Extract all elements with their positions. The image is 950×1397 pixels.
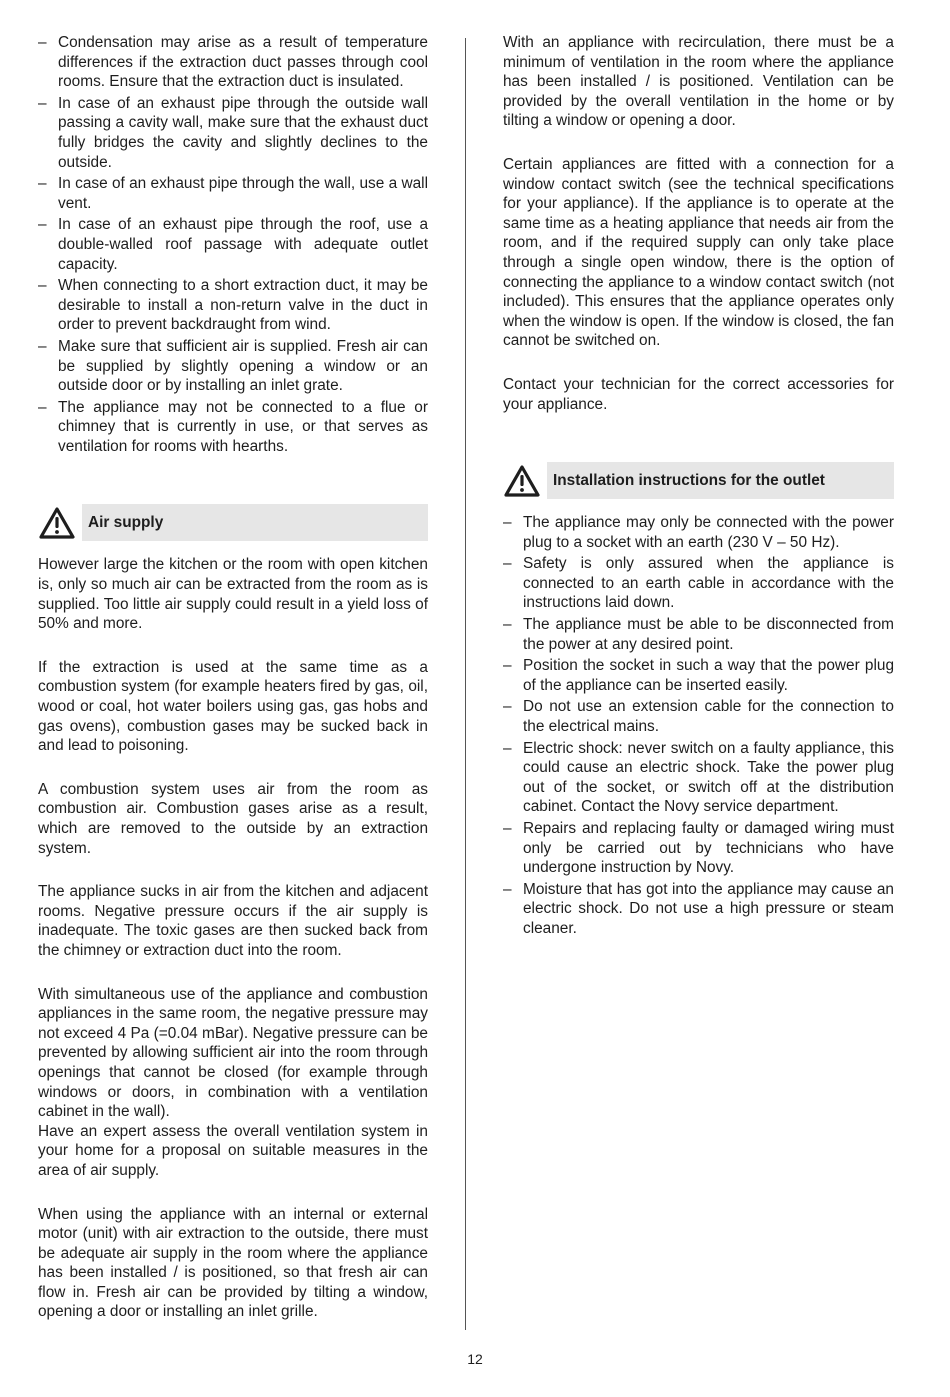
paragraph: A combustion system uses air from the room as combustion air. Combustion gases arise as a result, which are removed to the outside by an extraction system. [38,780,428,857]
list-item: – Electric shock: never switch on a faulty appliance, this could cause an electric shock. Take the power plug out of the socket, or switch off at the distribution cabinet. Contact the Novy service department. [503,739,894,817]
outlet-heading: Installation instructions for the outlet [547,462,894,499]
paragraph: However large the kitchen or the room with open kitchen is, only so much air can be extracted from the room as is supplied. Too little air supply could result in a yield loss of 50% and more. [38,556,428,633]
paragraph: With an appliance with recirculation, there must be a minimum of ventilation in the room where the appliance has been installed / is positioned. Ventilation can be provided by the overall ventilation in the home or by tilting a window or opening a door. [503,34,894,130]
list-item: – When connecting to a short extraction duct, it may be desirable to install a non-return valve in the duct in order to prevent backdraught from wind. [38,276,428,335]
list-item: – In case of an exhaust pipe through the roof, use a double-walled roof passage with adequate outlet capacity. [38,215,428,274]
paragraph: Contact your technician for the correct accessories for your appliance. [503,375,894,413]
list-item: – Moisture that has got into the appliance may cause an electric shock. Do not use a high pressure or steam cleaner. [503,880,894,939]
air-supply-heading: Air supply [82,504,428,541]
paragraph: With simultaneous use of the appliance and combustion appliances in the same room, the negative pressure may not exceed 4 Pa (=0.04 mBar). Negative pressure can be prevented by allowing sufficient air into the room through openings that cannot be closed (for example through windows or doors, in combination with a ventilation cabinet in the wall). [38,985,428,1121]
list-item: – Safety is only assured when the appliance is connected to an earth cable in accordance with the instructions laid down. [503,554,894,613]
column-divider [465,38,466,1330]
paragraph: If the extraction is used at the same time as a combustion system (for example heaters fired by gas, oil, wood or coal, hot water boilers using gas, gas hobs and gas ovens), combustion gases may be sucked back in and lead to poisoning. [38,658,428,755]
paragraph: Have an expert assess the overall ventilation system in your home for a proposal on suitable measures in the area of air supply. [38,1122,428,1179]
paragraph: When using the appliance with an internal or external motor (unit) with air extraction to the outside, there must be adequate air supply in the room where the appliance has been installed / is positioned, so that fresh air can flow in. Fresh air can be provided by tilting a window, opening a door or installing an inlet grille. [38,1205,428,1321]
warning-triangle-icon [503,464,541,498]
list-item: – The appliance must be able to be disconnected from the power at any desired point. [503,615,894,654]
list-item: – Condensation may arise as a result of temperature differences if the extraction duct passes through cool rooms. Ensure that the extraction duct is insulated. [38,33,428,92]
page-number: 12 [467,1351,483,1367]
paragraph: Certain appliances are fitted with a connection for a window contact switch (see the technical specifications for your appliance). If the appliance is to operate at the same time as a heating appliance that needs air from the room, and if the required supply can only take place through a single open window, there is the option of connecting the appliance to a window contact switch (not included). This ensures that the appliance operates only when the window is open. If the window is closed, the fan cannot be switched on. [503,155,894,350]
outlet-section-heading [503,462,894,499]
list-item: – The appliance may not be connected to a flue or chimney that is currently in use, or that serves as ventilation for rooms with hearths. [38,398,428,457]
list-item: – In case of an exhaust pipe through the wall, use a wall vent. [38,174,428,213]
outlet-instructions-list [503,513,894,938]
air-supply-section-heading [38,504,428,541]
list-item: – Do not use an extension cable for the connection to the electrical mains. [503,697,894,736]
warning-triangle-icon [38,506,76,540]
list-item: – Position the socket in such a way that the power plug of the appliance can be inserted easily. [503,656,894,695]
list-item: – The appliance may only be connected with the power plug to a socket with an earth (230 V – 50 Hz). [503,513,894,552]
left-column [38,33,428,1322]
right-column [503,33,894,941]
list-item: – Make sure that sufficient air is supplied. Fresh air can be supplied by slightly opening a window or an outside door or by installing an inlet grate. [38,337,428,396]
paragraph: The appliance sucks in air from the kitchen and adjacent rooms. Negative pressure occurs if the air supply is inadequate. The toxic gases are then sucked back from the chimney or extraction duct into the room. [38,883,428,959]
duct-advice-list [38,33,428,456]
list-item: – In case of an exhaust pipe through the outside wall passing a cavity wall, make sure that the exhaust duct fully bridges the cavity and slightly declines to the outside. [38,94,428,172]
list-item: – Repairs and replacing faulty or damaged wiring must only be carried out by technicians who have undergone instruction by Novy. [503,819,894,878]
